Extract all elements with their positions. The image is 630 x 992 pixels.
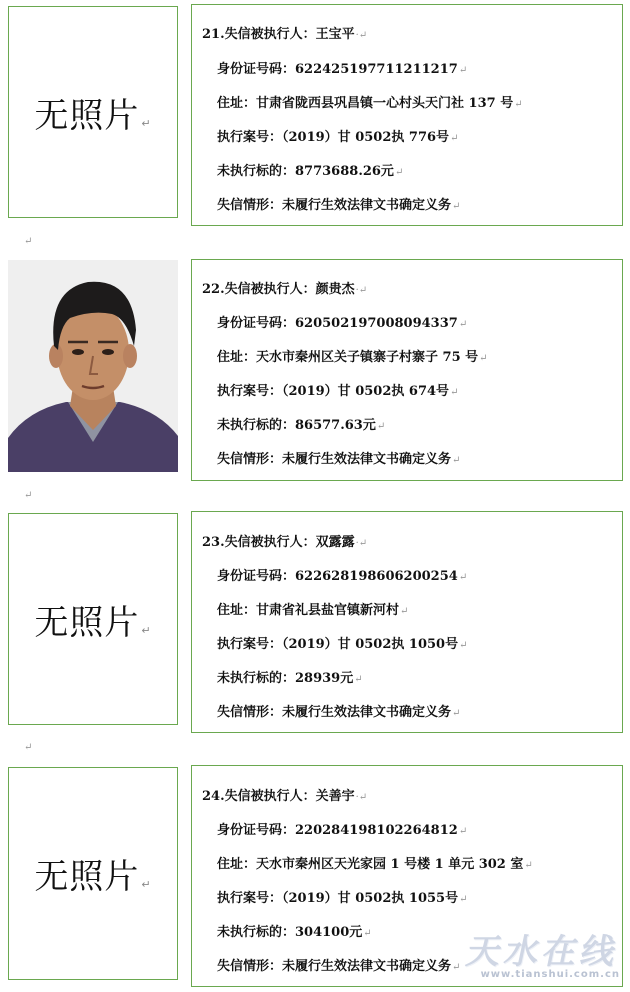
case-number: 执行案号：（2019）甘 0502执 674号↵ (217, 384, 459, 399)
info-box-24 (191, 765, 623, 987)
no-photo-label: 无照片 ↵ (34, 849, 151, 898)
case-number: 执行案号：（2019）甘 0502执 1055号↵ (217, 891, 468, 906)
unexecuted-amount: 未执行标的：8773688.26元↵ (217, 164, 404, 179)
person-portrait-icon (8, 260, 178, 472)
id-number: 身份证号码：622425197711211217↵ (217, 62, 468, 77)
entry-heading: 22.失信被执行人：颜贵杰·↵ (202, 282, 368, 297)
portrait-photo (8, 260, 178, 472)
no-photo-label: 无照片 ↵ (34, 595, 151, 644)
address: 住址：甘肃省礼县盐官镇新河村↵ (217, 603, 409, 618)
entry-heading: 23.失信被执行人：双露露·↵ (202, 535, 368, 550)
default-situation: 失信情形：未履行生效法律文书确定义务↵ (217, 452, 461, 467)
watermark-logo-text: 天水在线 (463, 932, 624, 972)
unexecuted-amount: 未执行标的：28939元↵ (217, 671, 363, 686)
paragraph-mark-icon: ↵ (24, 236, 33, 247)
unexecuted-amount: 未执行标的：86577.63元↵ (217, 418, 386, 433)
default-situation: 失信情形：未履行生效法律文书确定义务↵ (217, 959, 461, 974)
id-number: 身份证号码：220284198102264812↵ (217, 823, 468, 838)
address: 住址：天水市秦州区关子镇寨子村寨子 75 号↵ (217, 350, 488, 365)
no-photo-label: 无照片 ↵ (34, 88, 151, 137)
address: 住址：甘肃省陇西县巩昌镇一心村头天门社 137 号↵ (217, 96, 523, 111)
entry-heading: 21.失信被执行人：王宝平·↵ (202, 27, 368, 42)
unexecuted-amount: 未执行标的：304100元↵ (217, 925, 372, 940)
info-box-23 (191, 511, 623, 733)
id-number: 身份证号码：620502197008094337↵ (217, 316, 468, 331)
info-box-22 (191, 259, 623, 481)
photo-placeholder-24 (8, 767, 178, 980)
info-box-21 (191, 4, 623, 226)
photo-placeholder-21 (8, 6, 178, 218)
case-number: 执行案号：（2019）甘 0502执 776号↵ (217, 130, 459, 145)
address: 住址：天水市秦州区天光家园 1 号楼 1 单元 302 室↵ (217, 857, 533, 872)
entry-heading: 24.失信被执行人：关善宇·↵ (202, 789, 368, 804)
watermark-url: www.tianshui.com.cn (480, 969, 620, 980)
photo-placeholder-23 (8, 513, 178, 725)
id-number: 身份证号码：622628198606200254↵ (217, 569, 468, 584)
case-number: 执行案号：（2019）甘 0502执 1050号↵ (217, 637, 468, 652)
paragraph-mark-icon: ↵ (24, 742, 33, 753)
paragraph-mark-icon: ↵ (24, 490, 33, 501)
default-situation: 失信情形：未履行生效法律文书确定义务↵ (217, 198, 461, 213)
default-situation: 失信情形：未履行生效法律文书确定义务↵ (217, 705, 461, 720)
